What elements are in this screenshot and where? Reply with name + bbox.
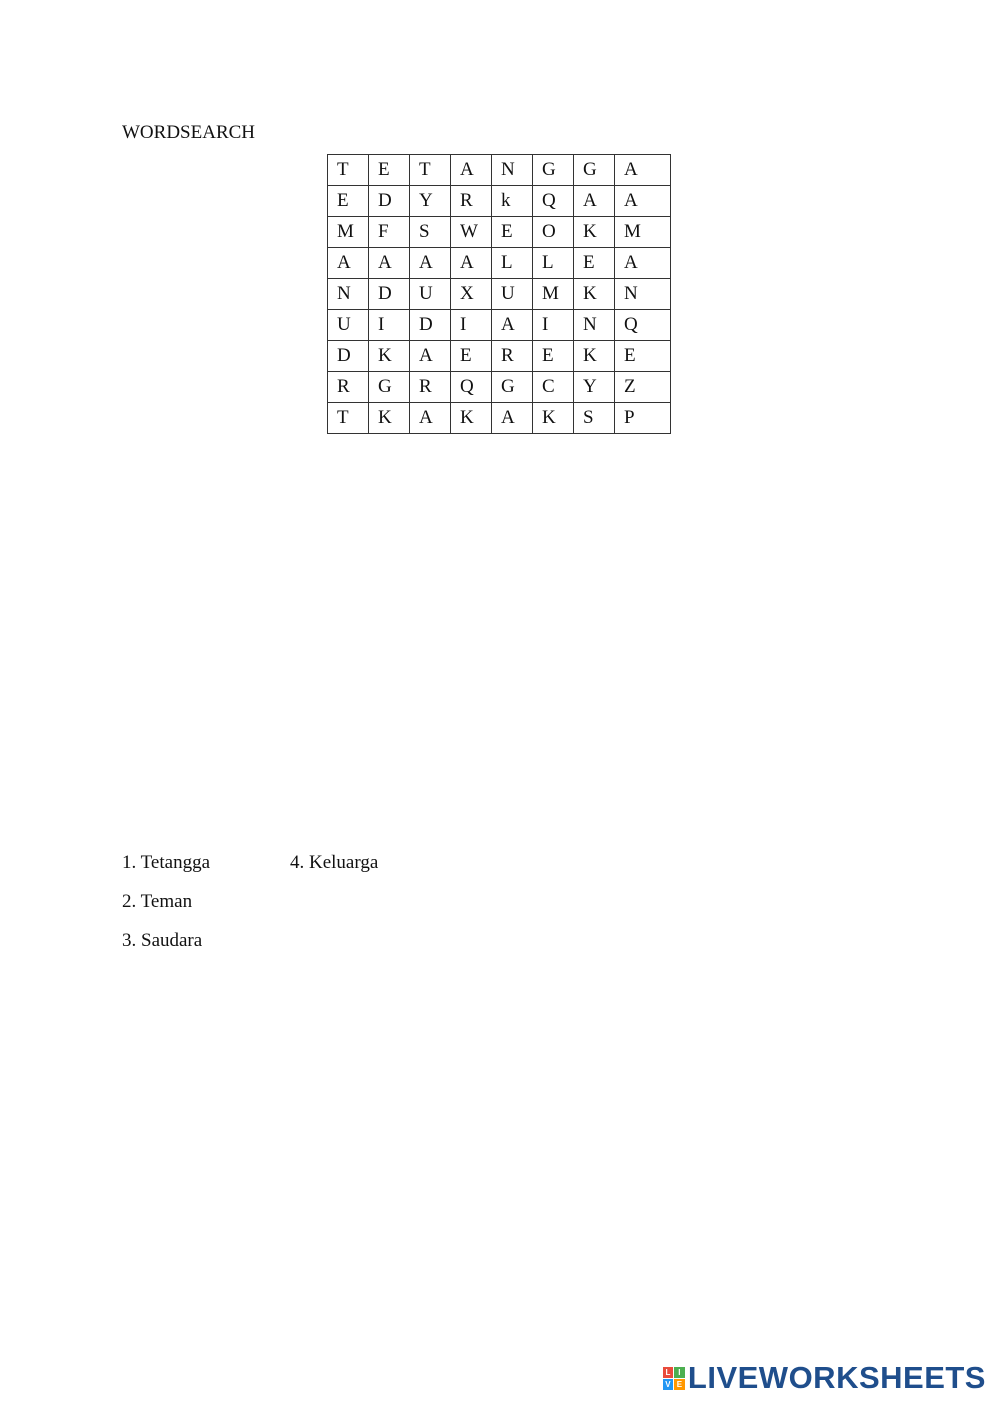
- grid-cell[interactable]: E: [533, 341, 574, 372]
- grid-row: [328, 217, 671, 248]
- grid-row: [328, 341, 671, 372]
- grid-cell[interactable]: A: [492, 403, 533, 434]
- grid-cell[interactable]: A: [410, 403, 451, 434]
- word-list-right: [290, 853, 378, 892]
- logo-letter: V: [663, 1379, 674, 1390]
- grid-cell[interactable]: D: [328, 341, 369, 372]
- grid-cell[interactable]: N: [574, 310, 615, 341]
- grid-cell[interactable]: L: [533, 248, 574, 279]
- grid-cell[interactable]: E: [574, 248, 615, 279]
- grid-cell[interactable]: C: [533, 372, 574, 403]
- grid-cell[interactable]: R: [451, 186, 492, 217]
- grid-cell[interactable]: L: [492, 248, 533, 279]
- grid-cell[interactable]: O: [533, 217, 574, 248]
- grid-cell[interactable]: X: [451, 279, 492, 310]
- grid-cell[interactable]: I: [451, 310, 492, 341]
- grid-cell[interactable]: A: [615, 155, 671, 186]
- grid-cell[interactable]: T: [328, 155, 369, 186]
- grid-row: [328, 248, 671, 279]
- grid-cell[interactable]: Y: [410, 186, 451, 217]
- grid-cell[interactable]: R: [328, 372, 369, 403]
- grid-cell[interactable]: A: [369, 248, 410, 279]
- word-list-item: 3. Saudara: [122, 930, 203, 951]
- grid-cell[interactable]: Q: [533, 186, 574, 217]
- grid-cell[interactable]: E: [451, 341, 492, 372]
- grid-cell[interactable]: A: [615, 186, 671, 217]
- grid-cell[interactable]: F: [369, 217, 410, 248]
- grid-cell[interactable]: k: [492, 186, 533, 217]
- wordsearch-grid: [327, 154, 671, 434]
- grid-cell[interactable]: D: [369, 186, 410, 217]
- grid-cell[interactable]: M: [328, 217, 369, 248]
- page-title: WORDSEARCH: [122, 122, 256, 143]
- grid-row: [328, 372, 671, 403]
- grid-cell[interactable]: I: [369, 310, 410, 341]
- logo-letter: I: [674, 1367, 685, 1378]
- word-list-left: [122, 853, 210, 970]
- grid-cell[interactable]: E: [328, 186, 369, 217]
- grid-cell[interactable]: N: [615, 279, 671, 310]
- grid-cell[interactable]: W: [451, 217, 492, 248]
- grid-cell[interactable]: D: [410, 310, 451, 341]
- grid-cell[interactable]: K: [369, 403, 410, 434]
- grid-cell[interactable]: M: [615, 217, 671, 248]
- grid-cell[interactable]: A: [492, 310, 533, 341]
- grid-cell[interactable]: G: [492, 372, 533, 403]
- grid-cell[interactable]: M: [533, 279, 574, 310]
- grid-cell[interactable]: E: [492, 217, 533, 248]
- grid-cell[interactable]: K: [574, 217, 615, 248]
- grid-cell[interactable]: S: [410, 217, 451, 248]
- grid-cell[interactable]: T: [410, 155, 451, 186]
- grid-cell[interactable]: Y: [574, 372, 615, 403]
- grid-cell[interactable]: K: [369, 341, 410, 372]
- grid-cell[interactable]: U: [410, 279, 451, 310]
- grid-cell[interactable]: N: [328, 279, 369, 310]
- logo-letter: E: [674, 1379, 685, 1390]
- liveworksheets-logo-icon: [663, 1367, 685, 1389]
- grid-cell[interactable]: A: [410, 248, 451, 279]
- grid-cell[interactable]: A: [451, 155, 492, 186]
- grid-cell[interactable]: Q: [451, 372, 492, 403]
- grid-row: [328, 310, 671, 341]
- liveworksheets-brand[interactable]: [663, 1360, 986, 1396]
- grid-row: [328, 279, 671, 310]
- grid-cell[interactable]: A: [574, 186, 615, 217]
- grid-cell[interactable]: R: [410, 372, 451, 403]
- grid-cell[interactable]: U: [492, 279, 533, 310]
- grid-cell[interactable]: Q: [615, 310, 671, 341]
- grid-row: [328, 403, 671, 434]
- grid-cell[interactable]: I: [533, 310, 574, 341]
- grid-cell[interactable]: A: [328, 248, 369, 279]
- brand-name: LIVEWORKSHEETS: [687, 1360, 986, 1395]
- word-list-item: 2. Teman: [122, 891, 193, 912]
- grid-cell[interactable]: S: [574, 403, 615, 434]
- grid-cell[interactable]: T: [328, 403, 369, 434]
- grid-row: [328, 155, 671, 186]
- grid-cell[interactable]: U: [328, 310, 369, 341]
- grid-cell[interactable]: E: [369, 155, 410, 186]
- grid-cell[interactable]: A: [410, 341, 451, 372]
- grid-cell[interactable]: A: [615, 248, 671, 279]
- grid-cell[interactable]: A: [451, 248, 492, 279]
- grid-cell[interactable]: P: [615, 403, 671, 434]
- grid-cell[interactable]: N: [492, 155, 533, 186]
- grid-cell[interactable]: K: [451, 403, 492, 434]
- grid-cell[interactable]: K: [574, 279, 615, 310]
- grid-cell[interactable]: Z: [615, 372, 671, 403]
- grid-cell[interactable]: D: [369, 279, 410, 310]
- grid-cell[interactable]: G: [369, 372, 410, 403]
- grid-cell[interactable]: K: [533, 403, 574, 434]
- word-list-item: 1. Tetangga: [122, 852, 211, 873]
- grid-cell[interactable]: K: [574, 341, 615, 372]
- grid-row: [328, 186, 671, 217]
- grid-cell[interactable]: G: [574, 155, 615, 186]
- grid-cell[interactable]: R: [492, 341, 533, 372]
- logo-letter: L: [663, 1367, 674, 1378]
- word-list-item: 4. Keluarga: [290, 852, 379, 873]
- grid-cell[interactable]: E: [615, 341, 671, 372]
- grid-cell[interactable]: G: [533, 155, 574, 186]
